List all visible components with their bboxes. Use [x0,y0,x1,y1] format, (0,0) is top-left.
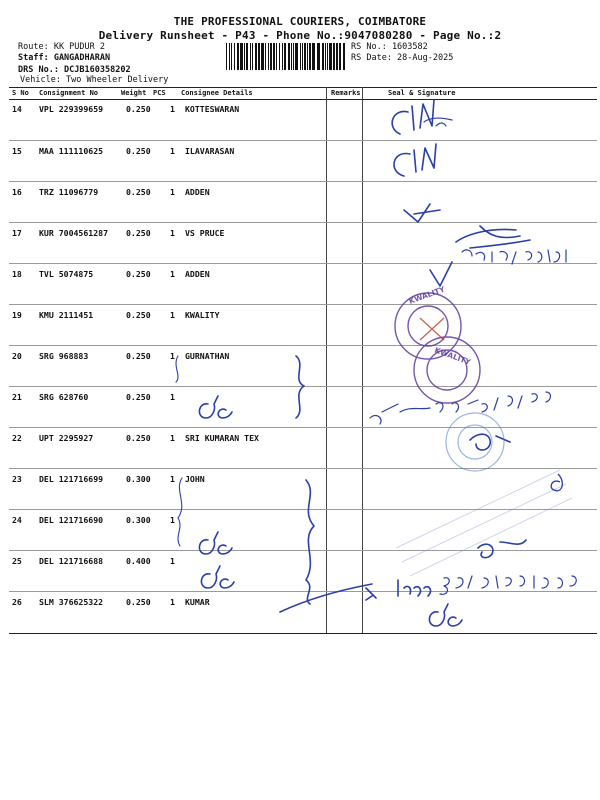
row-divider [9,222,597,223]
row-consignee: KOTTESWARAN [185,104,240,114]
row-pcs: 1 [170,433,175,443]
handwritten-signature [424,118,452,126]
brace-mark [296,356,304,418]
row-sno: 26 [12,597,22,607]
row-consignee: ADDEN [185,187,210,197]
row-consignment: DEL 121716690 [39,515,104,525]
brace-mark [176,356,178,382]
tick-mark [430,262,452,286]
row-pcs: 1 [170,228,175,238]
row-consignee: SRI KUMARAN TEX [185,433,259,443]
row-divider [9,550,597,551]
row-pcs: 1 [170,556,175,566]
table-header-border [9,99,597,100]
row-divider [9,181,597,182]
handwritten-signature [551,474,562,491]
rs-date: RS Date: 28-Aug-2025 [351,53,454,63]
row-consignee: ILAVARASAN [185,146,235,156]
row-sno: 24 [12,515,22,525]
row-pcs: 1 [170,187,175,197]
stamp-text-kwality: KWALITY [433,345,472,367]
row-weight: 0.250 [126,597,151,607]
route-label: Route: KK PUDUR 2 [18,42,105,52]
row-weight: 0.250 [126,228,151,238]
col-seal: Seal & Signature [388,89,456,97]
row-consignee: ADDEN [185,269,210,279]
row-divider [9,509,597,510]
col-pcs: PCS [153,89,166,97]
row-consignment: SLM 376625322 [39,597,104,607]
remarks-right-border [362,87,363,634]
tick-mark [404,204,440,222]
row-consignment: TRZ 11096779 [39,187,99,197]
row-consignment: KMU 2111451 [39,310,94,320]
row-weight: 0.250 [126,187,151,197]
row-pcs: 1 [170,310,175,320]
vehicle-label: Vehicle: Two Wheeler Delivery [20,75,169,85]
brace-mark [178,478,182,546]
row-weight: 0.250 [126,351,151,361]
row-divider [9,140,597,141]
row-weight: 0.400 [126,556,151,566]
row-consignment: UPT 2295927 [39,433,94,443]
row-sno: 18 [12,269,22,279]
row-consignee: GURNATHAN [185,351,230,361]
row-pcs: 1 [170,351,175,361]
handwritten-ditto [201,566,234,588]
row-consignee: VS PRUCE [185,228,225,238]
row-pcs: 1 [170,392,175,402]
col-remarks: Remarks [331,89,361,97]
handwritten-signature [392,100,434,134]
handwritten-ditto [199,396,232,418]
row-consignee: JOHN [185,474,205,484]
row-pcs: 1 [170,474,175,484]
row-sno: 15 [12,146,22,156]
company-title: THE PROFESSIONAL COURIERS, COIMBATORE [173,15,427,28]
row-sno: 16 [12,187,22,197]
row-consignment: VPL 229399659 [39,104,104,114]
rs-number: RS No.: 1603582 [351,42,428,52]
handwritten-signature [366,580,431,600]
runsheet-subtitle: Delivery Runsheet - P43 - Phone No.:9047080280 - Page No.:2 [98,29,502,42]
remarks-left-border [326,87,327,634]
handwritten-signature [394,144,436,176]
handwritten-signature [470,434,510,450]
row-divider [9,591,597,592]
col-consignee: Consignee Details [181,89,253,97]
row-consignee: KUMAR [185,597,210,607]
row-consignment: KUR 7004561287 [39,228,109,238]
red-cross-mark [420,318,444,340]
barcode-graphic [226,43,346,70]
row-pcs: 1 [170,146,175,156]
row-divider [9,386,597,387]
row-pcs: 1 [170,515,175,525]
company-stamp [446,413,504,471]
row-weight: 0.250 [126,104,151,114]
row-divider [9,263,597,264]
row-sno: 25 [12,556,22,566]
row-consignment: DEL 121716688 [39,556,104,566]
table-top-border [9,87,597,88]
col-sno: S No [12,89,29,97]
handwritten-phone [462,250,566,264]
row-pcs: 1 [170,597,175,607]
row-weight: 0.250 [126,269,151,279]
row-consignee: KWALITY [185,310,220,320]
row-divider [9,427,597,428]
row-consignment: DEL 121716699 [39,474,104,484]
handwritten-signature [478,540,526,558]
row-sno: 17 [12,228,22,238]
row-divider [9,345,597,346]
col-consignment: Consignment No [39,89,99,97]
row-sno: 19 [12,310,22,320]
row-sno: 21 [12,392,22,402]
row-weight: 0.300 [126,474,151,484]
row-consignment: MAA 111110625 [39,146,104,156]
drs-label: DRS No.: DCJB160358202 [18,65,131,75]
staff-label: Staff: GANGADHARAN [18,53,111,63]
handwritten-phone [436,392,551,412]
row-sno: 23 [12,474,22,484]
table-bottom-border [9,633,597,634]
brace-mark [306,480,314,604]
row-sno: 20 [12,351,22,361]
handwritten-signature [370,404,430,424]
row-divider [9,304,597,305]
row-weight: 0.250 [126,433,151,443]
row-consignment: SRG 968883 [39,351,89,361]
row-weight: 0.250 [126,310,151,320]
row-divider [9,468,597,469]
row-weight: 0.250 [126,392,151,402]
row-pcs: 1 [170,104,175,114]
col-weight: Weight [121,89,147,97]
company-stamp [396,470,572,576]
handwritten-signature [456,226,530,248]
row-pcs: 1 [170,269,175,279]
row-consignment: TVL 5074875 [39,269,94,279]
row-consignment: SRG 628760 [39,392,89,402]
row-sno: 14 [12,104,22,114]
row-sno: 22 [12,433,22,443]
stamp-text-kwality: KWALITY [407,284,447,306]
row-weight: 0.250 [126,146,151,156]
handwritten-ditto [429,604,462,626]
row-weight: 0.300 [126,515,151,525]
